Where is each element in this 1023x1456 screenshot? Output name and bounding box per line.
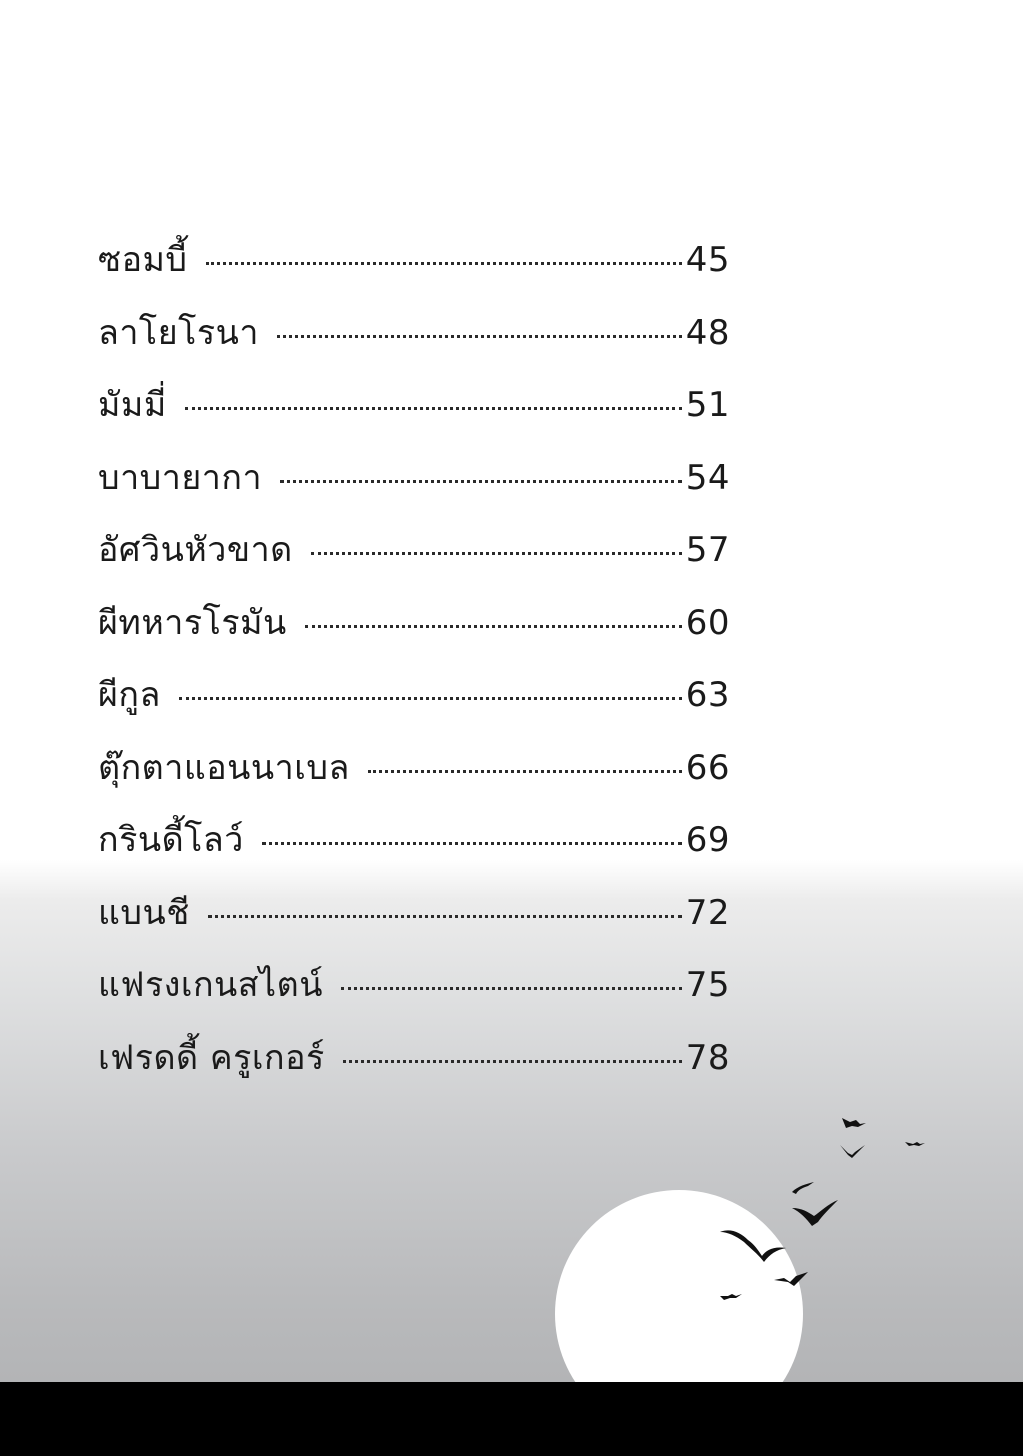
toc-entry[interactable] bbox=[98, 804, 730, 877]
toc-entry-title: ตุ๊กตาแอนนาเบล bbox=[98, 747, 350, 788]
ground-bar bbox=[0, 1382, 1023, 1456]
toc-entry[interactable] bbox=[98, 297, 730, 370]
toc-dot-leader bbox=[179, 666, 682, 706]
toc-entry-title: เฟรดดี้ ครูเกอร์ bbox=[98, 1037, 325, 1078]
toc-entry[interactable] bbox=[98, 587, 730, 660]
bat-shape bbox=[842, 1118, 866, 1128]
toc-page-number: 72 bbox=[685, 892, 730, 933]
toc-entry[interactable] bbox=[98, 369, 730, 442]
toc-page-number: 63 bbox=[685, 675, 730, 715]
toc-page-number: 45 bbox=[685, 240, 730, 280]
toc-entry[interactable] bbox=[98, 442, 730, 515]
toc-entry-title: ผีกูล bbox=[98, 675, 161, 715]
toc-dot-leader bbox=[341, 956, 682, 996]
bat-shape bbox=[905, 1142, 925, 1146]
toc-page-number: 69 bbox=[685, 820, 730, 860]
bat-shape bbox=[792, 1200, 838, 1226]
toc-page-number: 48 bbox=[685, 312, 730, 353]
toc-page-number: 75 bbox=[685, 965, 730, 1005]
toc-entry-title: กรินดี้โลว์ bbox=[98, 820, 244, 860]
toc-dot-leader bbox=[280, 449, 682, 489]
toc-entry[interactable] bbox=[98, 732, 730, 805]
toc-dot-leader bbox=[277, 304, 682, 344]
toc-dot-leader bbox=[262, 811, 682, 851]
bat-shape bbox=[792, 1182, 814, 1194]
toc-entry-title: อัศวินหัวขาด bbox=[98, 530, 293, 570]
toc-entry[interactable] bbox=[98, 224, 730, 297]
toc-dot-leader bbox=[368, 739, 682, 779]
toc-entry-title: ลาโยโรนา bbox=[98, 312, 259, 353]
toc-entry[interactable] bbox=[98, 659, 730, 732]
toc-page-number: 54 bbox=[685, 457, 730, 498]
toc-page-number: 78 bbox=[685, 1037, 730, 1078]
toc-entry[interactable] bbox=[98, 877, 730, 950]
toc-entry[interactable] bbox=[98, 1022, 730, 1095]
toc-dot-leader bbox=[311, 521, 682, 561]
toc-page-number: 51 bbox=[685, 385, 730, 425]
toc-page-number: 60 bbox=[685, 602, 730, 643]
toc-dot-leader bbox=[185, 376, 682, 416]
toc-dot-leader bbox=[208, 884, 682, 924]
toc-entry-title: ผีทหารโรมัน bbox=[98, 602, 287, 643]
toc-entry[interactable] bbox=[98, 949, 730, 1022]
bat-shape bbox=[840, 1145, 865, 1158]
toc-page-number: 66 bbox=[685, 747, 730, 788]
flying-bats-icon bbox=[700, 1100, 940, 1310]
toc-page-number: 57 bbox=[685, 530, 730, 570]
toc-entry-title: แบนชี bbox=[98, 892, 190, 933]
bat-shape bbox=[774, 1272, 808, 1286]
toc-entry-title: บาบายากา bbox=[98, 457, 263, 498]
toc-dot-leader bbox=[305, 594, 682, 634]
toc-entry-title: แฟรงเกนสไตน์ bbox=[98, 965, 323, 1005]
table-of-contents bbox=[98, 224, 730, 1094]
toc-entry[interactable] bbox=[98, 514, 730, 587]
toc-entry-title: มัมมี่ bbox=[98, 385, 167, 425]
bat-shape bbox=[720, 1294, 742, 1300]
toc-entry-title: ซอมบี้ bbox=[98, 240, 188, 280]
toc-dot-leader bbox=[206, 231, 682, 271]
toc-dot-leader bbox=[343, 1029, 682, 1069]
bat-shape bbox=[720, 1230, 786, 1262]
